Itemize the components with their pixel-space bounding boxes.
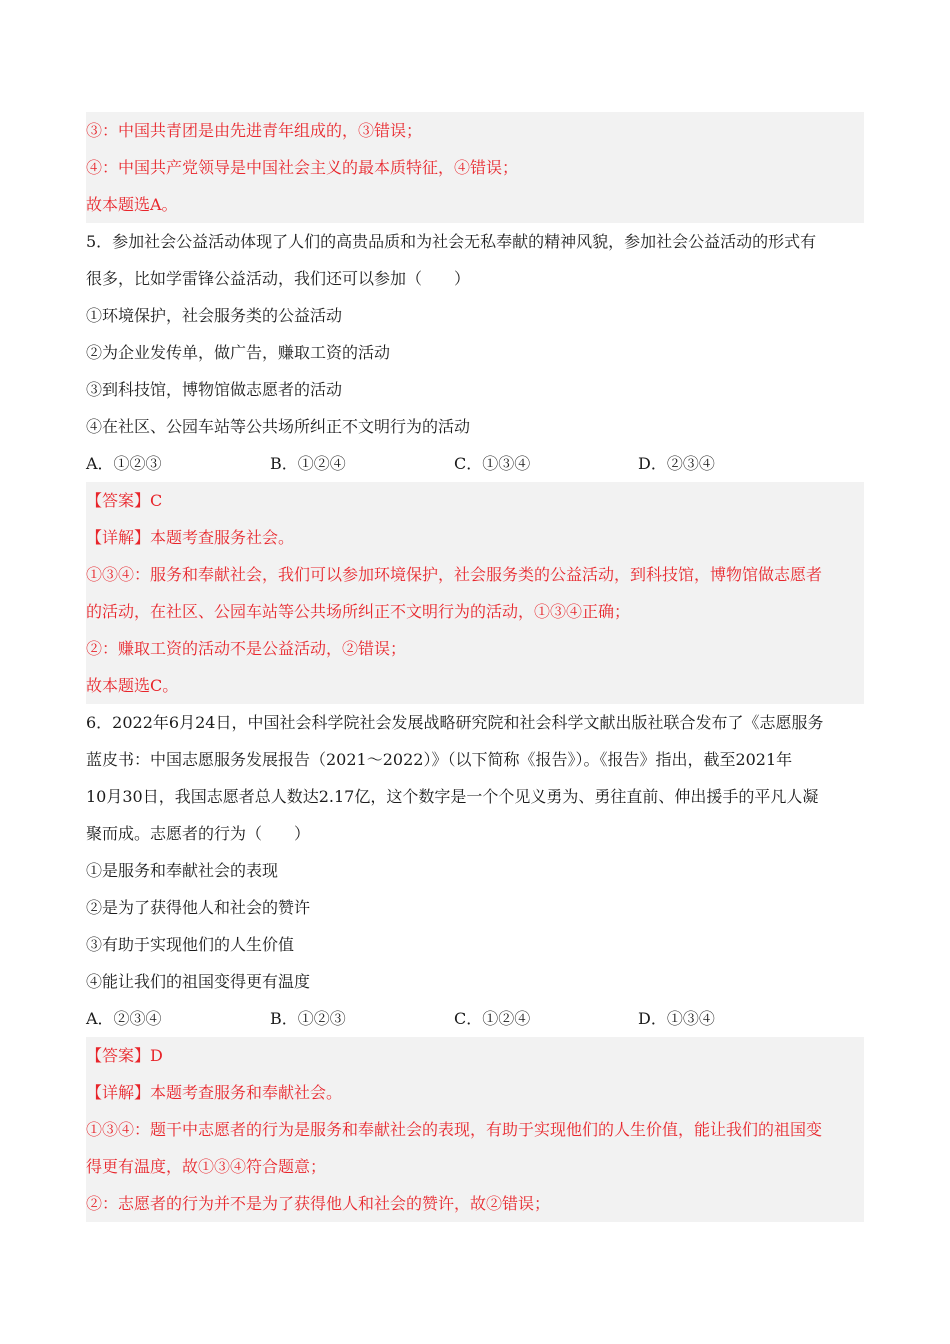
analysis-line: ①③④：服务和奉献社会，我们可以参加环境保护，社会服务类的公益活动，到科技馆，博物馆做志愿者	[86, 565, 823, 584]
answer-block-5	[86, 482, 864, 704]
question-6	[86, 704, 864, 1037]
option-d: D．②③④	[638, 454, 715, 473]
analysis-line: 的活动，在社区、公园车站等公共场所纠正不文明行为的活动，①③④正确；	[86, 602, 631, 621]
question-5	[86, 223, 864, 482]
page-content	[86, 112, 864, 1222]
question-item: ①环境保护，社会服务类的公益活动	[86, 306, 343, 325]
detail-line: 【详解】本题考查服务和奉献社会。	[86, 1083, 343, 1102]
option-c: C．①②④	[454, 1009, 531, 1028]
answer-line: 【答案】C	[86, 491, 163, 510]
question-item: ③有助于实现他们的人生价值	[86, 935, 295, 954]
analysis-line: ④：中国共产党领导是中国社会主义的最本质特征，④错误；	[86, 158, 519, 177]
answer-options	[86, 445, 864, 482]
conclusion-line: 故本题选C。	[86, 676, 179, 695]
option-d: D．①③④	[638, 1009, 715, 1028]
question-item: ④在社区、公园车站等公共场所纠正不文明行为的活动	[86, 417, 471, 436]
prev-answer-block	[86, 112, 864, 223]
question-stem: 5．参加社会公益活动体现了人们的高贵品质和为社会无私奉献的精神风貌，参加社会公益活动的形式有	[86, 232, 817, 251]
option-b: B．①②③	[270, 1009, 346, 1028]
option-a: A．①②③	[86, 454, 162, 473]
question-item: ④能让我们的祖国变得更有温度	[86, 972, 311, 991]
analysis-line: ②：志愿者的行为并不是为了获得他人和社会的赞许，故②错误；	[86, 1194, 551, 1213]
question-item: ②是为了获得他人和社会的赞许	[86, 898, 311, 917]
question-stem: 蓝皮书：中国志愿服务发展报告（2021～2022）》（以下简称《报告》）。《报告》指出，截至2021年	[86, 750, 793, 769]
option-a: A．②③④	[86, 1009, 162, 1028]
question-item: ③到科技馆，博物馆做志愿者的活动	[86, 380, 343, 399]
question-stem: 10月30日，我国志愿者总人数达2.17亿，这个数字是一个个见义勇为、勇往直前、伸出援手的平凡人凝	[86, 787, 819, 806]
analysis-line: ①③④：题干中志愿者的行为是服务和奉献社会的表现，有助于实现他们的人生价值，能让我们的祖国变	[86, 1120, 823, 1139]
question-item: ①是服务和奉献社会的表现	[86, 861, 279, 880]
question-item: ②为企业发传单，做广告，赚取工资的活动	[86, 343, 391, 362]
question-stem: 6．2022年6月24日，中国社会科学院社会发展战略研究院和社会科学文献出版社联合发布了《志愿服务	[86, 713, 824, 732]
answer-options	[86, 1000, 864, 1037]
answer-block-6	[86, 1037, 864, 1222]
analysis-line: ②：赚取工资的活动不是公益活动，②错误；	[86, 639, 407, 658]
question-stem: 聚而成。志愿者的行为（ ）	[86, 824, 311, 843]
option-c: C．①③④	[454, 454, 531, 473]
analysis-line: ③：中国共青团是由先进青年组成的，③错误；	[86, 121, 423, 140]
detail-line: 【详解】本题考查服务社会。	[86, 528, 295, 547]
conclusion-line: 故本题选A。	[86, 195, 178, 214]
analysis-line: 得更有温度，故①③④符合题意；	[86, 1157, 327, 1176]
question-stem: 很多，比如学雷锋公益活动，我们还可以参加（ ）	[86, 269, 471, 288]
answer-line: 【答案】D	[86, 1046, 163, 1065]
option-b: B．①②④	[270, 454, 346, 473]
